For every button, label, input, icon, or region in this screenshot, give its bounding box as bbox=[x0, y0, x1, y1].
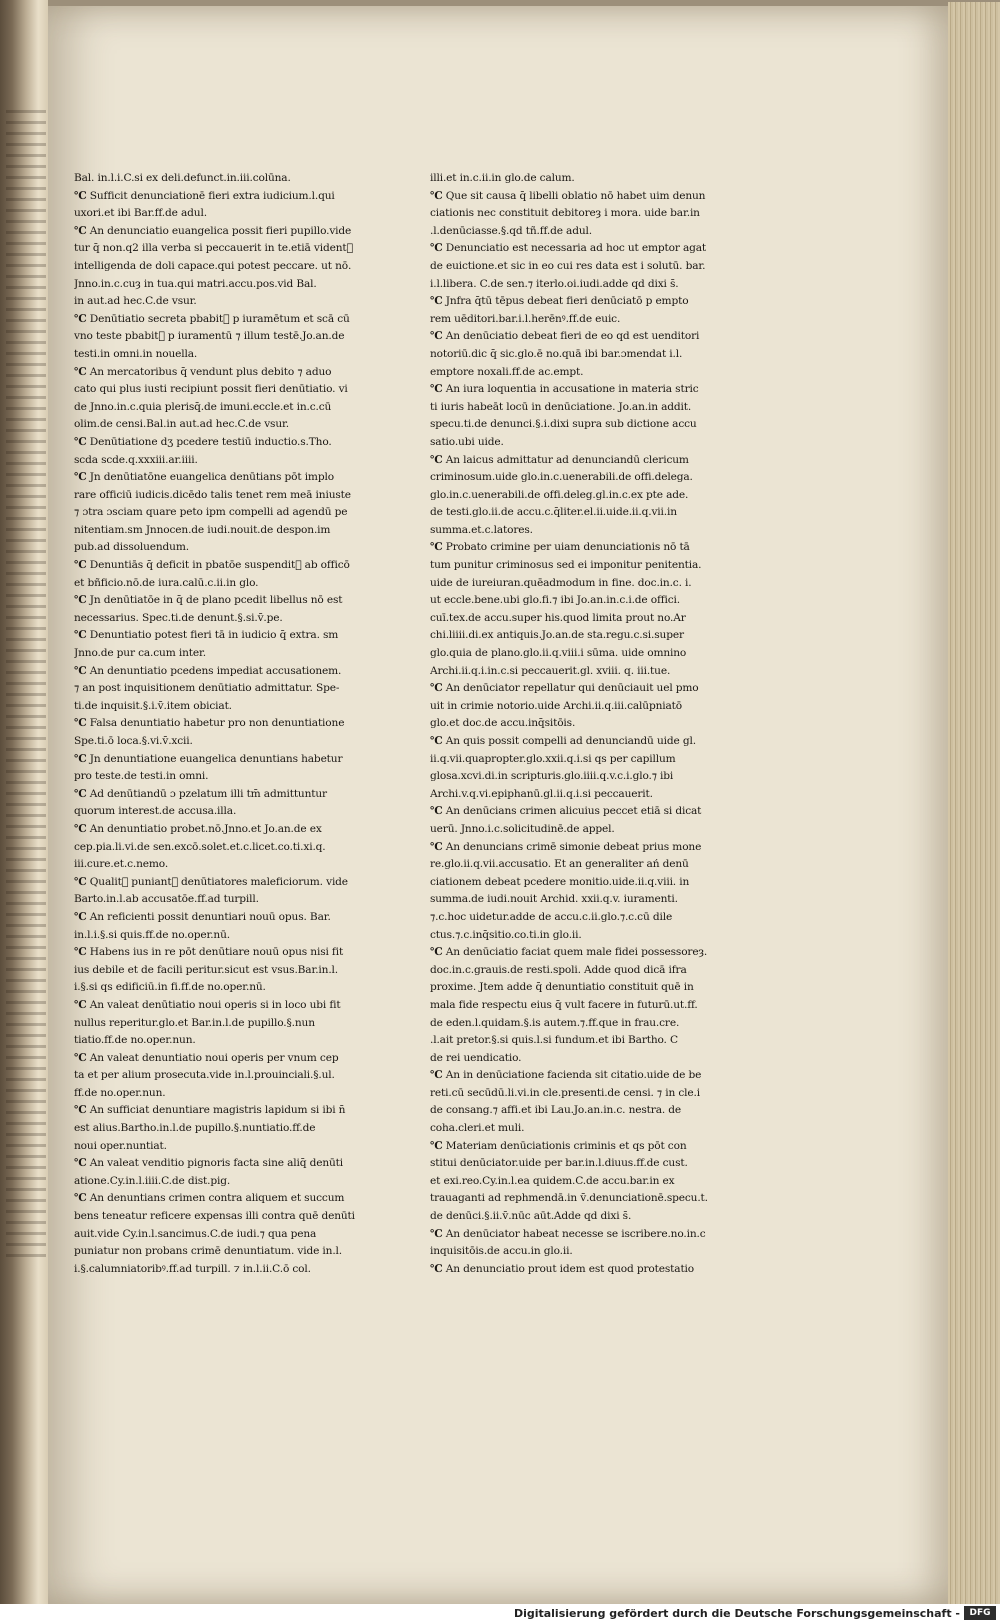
text-line: uide de iureiuran.quēadmodum in fine. doc.in.c. i. bbox=[430, 576, 692, 589]
text-line: ℃ An sufficiat denuntiare magistris lapidum si ibi n̄ bbox=[74, 1104, 346, 1117]
text-line: Barto.in.l.ab accusatōe.ff.ad turpill. bbox=[74, 893, 259, 906]
text-line: ℃ An valeat denūtiatio noui operis si in loco ubi fit bbox=[74, 998, 341, 1011]
text-line: ℃ Sufficit denunciationē fieri extra iudicium.l.qui bbox=[74, 189, 335, 202]
text-line: summa.et.c.latores. bbox=[430, 523, 533, 536]
text-line: ℃ An denuntiatio probet.nō.Jnno.et Jo.an.de ex bbox=[74, 822, 322, 835]
text-line: ℃ An mercatoribus q̄ vendunt plus debito ⁊ aduo bbox=[74, 365, 332, 378]
text-line: trauaganti ad rephmendā.in v̄.denunciationē.specu.t. bbox=[430, 1192, 708, 1205]
text-line: ℃ Denuntiatio potest fieri tā in iudicio q̄ extra. sm bbox=[74, 629, 339, 642]
text-line: intelligenda de doli capace.qui potest peccare. ut nō. bbox=[74, 259, 352, 272]
text-line: ℃ An quis possit compelli ad denunciandū uide gl. bbox=[430, 735, 696, 747]
text-line: est alius.Bartho.in.l.de pupillo.§.nuntiatio.ff.de bbox=[74, 1122, 316, 1135]
text-line: uxori.et ibi Bar.ff.de adul. bbox=[74, 207, 207, 220]
text-line: in aut.ad hec.C.de vsur. bbox=[74, 295, 197, 308]
text-line: olim.de censi.Bal.in aut.ad hec.C.de vsur. bbox=[74, 418, 289, 431]
right-text-column bbox=[430, 170, 720, 1278]
text-line: cuī.tex.de accu.super his.quod limita prout no.Ar bbox=[430, 611, 686, 624]
text-line: doc.in.c.grauis.de resti.spoli. Adde quod dicā ifra bbox=[430, 963, 687, 976]
text-line: testi.in omni.in nouella. bbox=[74, 347, 198, 360]
text-line: ℃ Materiam denūciationis criminis et qs pōt con bbox=[430, 1139, 687, 1152]
text-line: ℃ Denūtiatio secreta pbabitᷣ p iuramētum et scā cū bbox=[74, 312, 350, 325]
text-line: Spe.ti.ō loca.§.vi.v̄.xcii. bbox=[74, 735, 193, 747]
footer-credit: Digitalisierung gefördert durch die Deutsche Forschungsgemeinschaft - bbox=[513, 1607, 960, 1620]
text-line: i.§.si qs edificiū.in fi.ff.de no.oper.nū. bbox=[74, 981, 266, 994]
text-line: uerū. Jnno.i.c.solicitudinē.de appel. bbox=[430, 822, 615, 835]
text-line: nitentiam.sm Jnnocen.de iudi.nouit.de despon.im bbox=[74, 523, 331, 536]
text-line: iii.cure.et.c.nemo. bbox=[74, 858, 169, 871]
text-line: ⁊ an post inquisitionem denūtiatio admittatur. Spe- bbox=[74, 682, 340, 695]
text-line: ℃ An denūcians crimen alicuius peccet etiā si dicat bbox=[430, 805, 702, 818]
text-line: .l.ait pretor.§.si quis.l.si fundum.et ibi Bartho. C bbox=[430, 1034, 678, 1047]
text-line: glosa.xcvi.di.in scripturis.glo.iiii.q.v.c.i.glo.⁊ ibi bbox=[430, 770, 674, 783]
text-line: ff.de no.oper.nun. bbox=[74, 1086, 166, 1099]
text-line: glo.et doc.de accu.inq̄sitōis. bbox=[430, 717, 576, 730]
text-line: vno teste pbabitᷣ p iuramentū ⁊ illum testē.Jo.an.de bbox=[74, 330, 345, 343]
left-text-column bbox=[74, 170, 372, 1278]
text-line: ℃ Habens ius in re pōt denūtiare nouū opus nisi fit bbox=[74, 946, 344, 959]
text-line: specu.ti.de denunci.§.i.dixi supra sub dictione accu bbox=[430, 418, 697, 431]
text-line: de testi.glo.ii.de accu.c.q̄liter.el.ii.uide.ii.q.vii.in bbox=[430, 506, 677, 519]
text-line: ℃ An in denūciatione facienda sit citatio.uide de be bbox=[430, 1069, 702, 1082]
text-line: puniatur non probans crimē denuntiatum. vide in.l. bbox=[74, 1245, 343, 1258]
text-line: necessarius. Spec.ti.de denunt.§.si.v̄.pe. bbox=[74, 611, 283, 624]
text-line: ctus.⁊.c.inq̄sitio.co.ti.in glo.ii. bbox=[430, 928, 582, 941]
text-line: et exi.reo.Cy.in.l.ea quidem.C.de accu.bar.in ex bbox=[430, 1174, 675, 1187]
text-line: cato qui plus iusti recipiunt possit fieri denūtiatio. vi bbox=[74, 383, 348, 396]
text-line: ℃ An denūciatio debeat fieri de eo qd est uenditori bbox=[430, 330, 700, 343]
text-line: ℃ Falsa denuntiatio habetur pro non denuntiatione bbox=[74, 717, 345, 730]
text-line: pub.ad dissoluendum. bbox=[74, 541, 189, 554]
text-line: de denūci.§.ii.v̄.nūc aūt.Adde qd dixi s̄. bbox=[430, 1210, 632, 1223]
text-line: tum punitur criminosus sed ei imponitur penitentia. bbox=[430, 559, 702, 572]
text-line: illi.et in.c.ii.in glo.de calum. bbox=[430, 172, 575, 184]
text-line: reti.cū secūdū.li.vi.in cle.presenti.de censi. ⁊ in cle.i bbox=[430, 1086, 700, 1099]
text-line: ta et per alium prosecuta.vide in.l.prouinciali.§.ul. bbox=[74, 1069, 335, 1082]
text-line: ℃ Denuntiās q̄ deficit in pbatōe suspenditᷣ ab officō bbox=[74, 559, 350, 572]
text-line: scda scde.q.xxxiii.ar.iiii. bbox=[74, 453, 198, 466]
text-line: ciationis nec constituit debitoreȝ i mora. uide bar.in bbox=[430, 207, 700, 220]
text-line: ut eccle.bene.ubi glo.fi.⁊ ibi Jo.an.in.c.i.de offici. bbox=[430, 594, 681, 607]
text-line: ciationem debeat pcedere monitio.uide.ii.q.viii. in bbox=[430, 875, 690, 888]
text-line: ti iuris habeāt locū in denūciatione. Jo.an.in addit. bbox=[430, 400, 692, 413]
text-line: ⁊ ɔtra ɔsciam quare peto ipm compelli ad agendū pe bbox=[74, 506, 348, 519]
text-line: coha.cleri.et muli. bbox=[430, 1122, 525, 1135]
text-line: .l.denūciasse.§.qd tñ.ff.de adul. bbox=[430, 224, 592, 237]
text-line: ⁊.c.hoc uidetur.adde de accu.c.ii.glo.⁊.c.cū dile bbox=[430, 910, 673, 923]
text-line: ℃ Denūtiatione dʒ pcedere testiū inductio.s.Tho. bbox=[74, 435, 332, 448]
text-line: noui oper.nuntiat. bbox=[74, 1139, 167, 1152]
text-line: ℃ An valeat venditio pignoris facta sine aliq̄ denūti bbox=[74, 1157, 344, 1170]
text-line: ℃ An denūciator habeat necesse se iscribere.no.in.c bbox=[430, 1227, 706, 1240]
text-line: ii.q.vii.quapropter.glo.xxii.q.i.si qs per capillum bbox=[430, 752, 676, 765]
text-line: ℃ An denuntians crimen contra aliquem et succum bbox=[74, 1192, 345, 1205]
text-line: ℃ Jn denuntiatione euangelica denuntians habetur bbox=[74, 752, 343, 765]
text-line: ℃ An denunciatio euangelica possit fieri pupillo.vide bbox=[74, 224, 352, 237]
text-line: ti.de inquisit.§.i.v̄.item obiciat. bbox=[74, 699, 232, 712]
text-line: tiatio.ff.de no.oper.nun. bbox=[74, 1034, 196, 1047]
text-line: ℃ Qualitᷣ puniantᷣ denūtiatores maleficiorum. vide bbox=[74, 875, 348, 888]
text-line: rare officiū iudicis.dicēdo talis tenet rem meā iniuste bbox=[74, 488, 351, 501]
text-line: ℃ An denūciator repellatur qui denūciauit uel pmo bbox=[430, 682, 699, 695]
text-line: Bal. in.l.i.C.si ex deli.defunct.in.iii.colūna. bbox=[74, 172, 291, 184]
text-line: Jnno.de pur ca.cum inter. bbox=[74, 647, 206, 660]
text-line: nullus reperitur.glo.et Bar.in.l.de pupillo.§.nun bbox=[74, 1016, 315, 1029]
text-line: de rei uendicatio. bbox=[430, 1051, 522, 1064]
text-line: criminosum.uide glo.in.c.uenerabili.de offi.delega. bbox=[430, 471, 693, 484]
text-line: ℃ An iura loquentia in accusatione in materia stric bbox=[430, 383, 699, 396]
text-line: satio.ubi uide. bbox=[430, 435, 504, 448]
text-line: glo.in.c.uenerabili.de offi.deleg.gl.in.c.ex pte ade. bbox=[430, 488, 689, 501]
text-line: ℃ Jn denūtiatōne euangelica denūtians pōt implo bbox=[74, 471, 334, 484]
text-line: Archi.ii.q.i.in.c.si peccauerit.gl. xviii. q. iii.tue. bbox=[430, 664, 671, 677]
text-line: i.l.libera. C.de sen.⁊ iterlo.oi.iudi.adde qd dixi s̄. bbox=[430, 277, 679, 290]
text-line: emptore noxali.ff.de ac.empt. bbox=[430, 365, 584, 378]
text-line: i.§.calumniatoribꝰ.ff.ad turpill. ⁊ in.l.ii.C.ō col. bbox=[74, 1262, 311, 1275]
text-line: tur q̄ non.q2 illa verba si peccauerit in te.etiā videntᷣ bbox=[74, 242, 353, 255]
text-line: proxime. Jtem adde q̄ denuntiatio constituit quē in bbox=[430, 981, 694, 994]
text-line: summa.de iudi.nouit Archid. xxii.q.v. iuramenti. bbox=[430, 893, 678, 906]
text-line: re.glo.ii.q.vii.accusatio. Et an generaliter ań denū bbox=[430, 858, 689, 871]
text-line: ℃ An denūciatio faciat quem male fidei possessoreȝ. bbox=[430, 946, 708, 959]
text-line: atione.Cy.in.l.iiii.C.de dist.pig. bbox=[74, 1174, 231, 1187]
text-line: ius debile et de facili peritur.sicut est vsus.Bar.in.l. bbox=[74, 963, 339, 976]
text-line: de Jnno.in.c.quia plerisq̄.de imuni.eccle.et in.c.cū bbox=[74, 400, 332, 413]
text-line: de euictione.et sic in eo cui res data est i solutū. bar. bbox=[430, 259, 706, 272]
text-line: inquisitōis.de accu.in glo.ii. bbox=[430, 1245, 573, 1258]
text-line: uit in crimie notorio.uide Archi.ii.q.iii.calūpniatō bbox=[430, 699, 683, 712]
text-line: mala fide respectu eius q̄ vult facere in futurū.ut.ff. bbox=[430, 998, 698, 1011]
text-line: glo.quia de plano.glo.ii.q.viii.i sūma. uide omnino bbox=[430, 647, 687, 660]
dfg-logo: DFG bbox=[964, 1606, 996, 1620]
text-line: stitui denūciator.uide per bar.in.l.diuus.ff.de cust. bbox=[430, 1157, 688, 1170]
facing-page-text-fragment bbox=[6, 110, 46, 1260]
text-line: ℃ An denuncians crimē simonie debeat prius mone bbox=[430, 840, 702, 853]
text-line: de consang.⁊ affi.et ibi Lau.Jo.an.in.c. nestra. de bbox=[430, 1104, 682, 1117]
text-line: ℃ Jnfra q̄tū tēpus debeat fieri denūciatō p empto bbox=[430, 295, 689, 308]
text-line: auit.vide Cy.in.l.sancimus.C.de iudi.⁊ qua pena bbox=[74, 1227, 317, 1240]
text-line: bens teneatur reficere expensas illi contra quē denūti bbox=[74, 1210, 355, 1223]
text-line: ℃ Denunciatio est necessaria ad hoc ut emptor agat bbox=[430, 242, 707, 255]
text-line: ℃ An denuntiatio pcedens impediat accusationem. bbox=[74, 664, 342, 677]
text-line: in.l.i.§.si quis.ff.de no.oper.nū. bbox=[74, 928, 230, 941]
text-line: ℃ Ad denūtiandū ɔ pzelatum illi tm̄ admittuntur bbox=[74, 787, 327, 800]
text-line: Jnno.in.c.cuȝ in tua.qui matri.accu.pos.vid Bal. bbox=[74, 277, 317, 290]
text-line: rem uēditori.bar.i.l.herēnꝰ.ff.de euic. bbox=[430, 312, 621, 325]
text-line: ℃ An valeat denuntiatio noui operis per vnum cep bbox=[74, 1051, 339, 1064]
text-line: chi.liiii.di.ex antiquis.Jo.an.de sta.regu.c.si.super bbox=[430, 629, 684, 642]
text-line: pro teste.de testi.in omni. bbox=[74, 770, 209, 783]
text-line: ℃ Que sit causa q̄ libelli oblatio nō habet uim denun bbox=[430, 189, 706, 202]
text-line: Archi.v.q.vi.epiphanū.gl.ii.q.i.si peccauerit. bbox=[430, 787, 653, 800]
text-line: ℃ Jn denūtiatōe in q̄ de plano pcedit libellus nō est bbox=[74, 594, 343, 607]
text-line: ℃ An denunciatio prout idem est quod protestatio bbox=[430, 1262, 695, 1275]
text-line: ℃ An reficienti possit denuntiari nouū opus. Bar. bbox=[74, 910, 331, 923]
text-line: et bñficio.nō.de iura.calū.c.ii.in glo. bbox=[74, 576, 259, 589]
text-line: quorum interest.de accusa.illa. bbox=[74, 805, 237, 818]
text-line: notoriū.dic q̄ sic.glo.ē no.quā ibi bar.ɔmendat i.l. bbox=[430, 347, 683, 360]
book-spine-left-page bbox=[0, 0, 48, 1623]
page-edges-stack bbox=[948, 2, 1000, 1604]
text-line: ℃ An laicus admittatur ad denunciandū clericum bbox=[430, 453, 689, 466]
text-line: cep.pia.li.vi.de sen.excō.solet.et.c.licet.co.ti.xi.q. bbox=[74, 840, 326, 853]
text-line: ℃ Probato crimine per uiam denunciationis nō tā bbox=[430, 541, 690, 554]
text-line: de eden.l.quidam.§.is autem.⁊.ff.que in frau.cre. bbox=[430, 1016, 680, 1029]
